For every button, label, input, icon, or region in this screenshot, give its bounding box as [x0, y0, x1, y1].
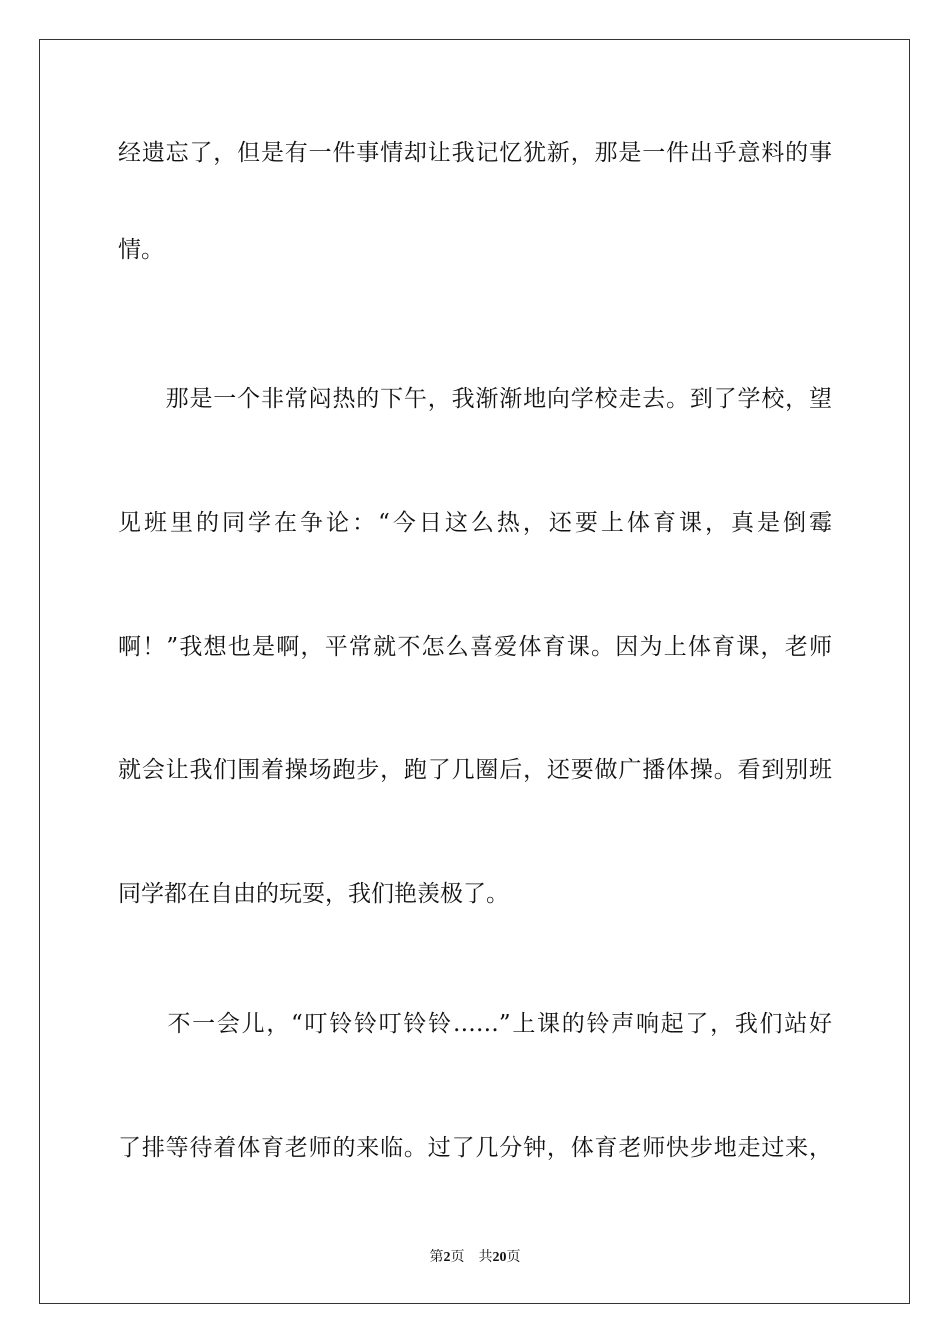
- page-border: [39, 39, 910, 1304]
- footer-page-suffix: 页: [450, 1249, 465, 1265]
- body-text-line-2: 情。: [118, 237, 164, 263]
- body-text-line-9: 了排等待着体育老师的来临。过了几分钟，体育老师快步地走过来，: [118, 1135, 832, 1161]
- footer-total-prefix: 共: [478, 1249, 493, 1265]
- body-text-line-8: 不一会儿，“叮铃铃叮铃铃……”上课的铃声响起了，我们站好: [118, 1011, 832, 1037]
- footer-page-number: 2: [443, 1250, 451, 1265]
- body-text-line-6: 就会让我们围着操场跑步，跑了几圈后，还要做广播体操。看到别班: [118, 757, 832, 783]
- body-text-line-1: 经遗忘了，但是有一件事情却让我记忆犹新，那是一件出乎意料的事: [118, 140, 832, 166]
- body-text-line-5: 啊！”我想也是啊，平常就不怎么喜爱体育课。因为上体育课，老师: [118, 634, 832, 660]
- footer-page-prefix: 第: [429, 1249, 444, 1265]
- page-footer: [0, 1248, 950, 1267]
- body-text-line-4: 见班里的同学在争论：“今日这么热，还要上体育课，真是倒霉: [118, 510, 832, 536]
- footer-total-pages: 20: [492, 1250, 507, 1265]
- body-text-line-7: 同学都在自由的玩耍，我们艳羡极了。: [118, 881, 509, 907]
- body-text-line-3: 那是一个非常闷热的下午，我渐渐地向学校走去。到了学校，望: [118, 386, 832, 412]
- footer-total-suffix: 页: [506, 1249, 521, 1265]
